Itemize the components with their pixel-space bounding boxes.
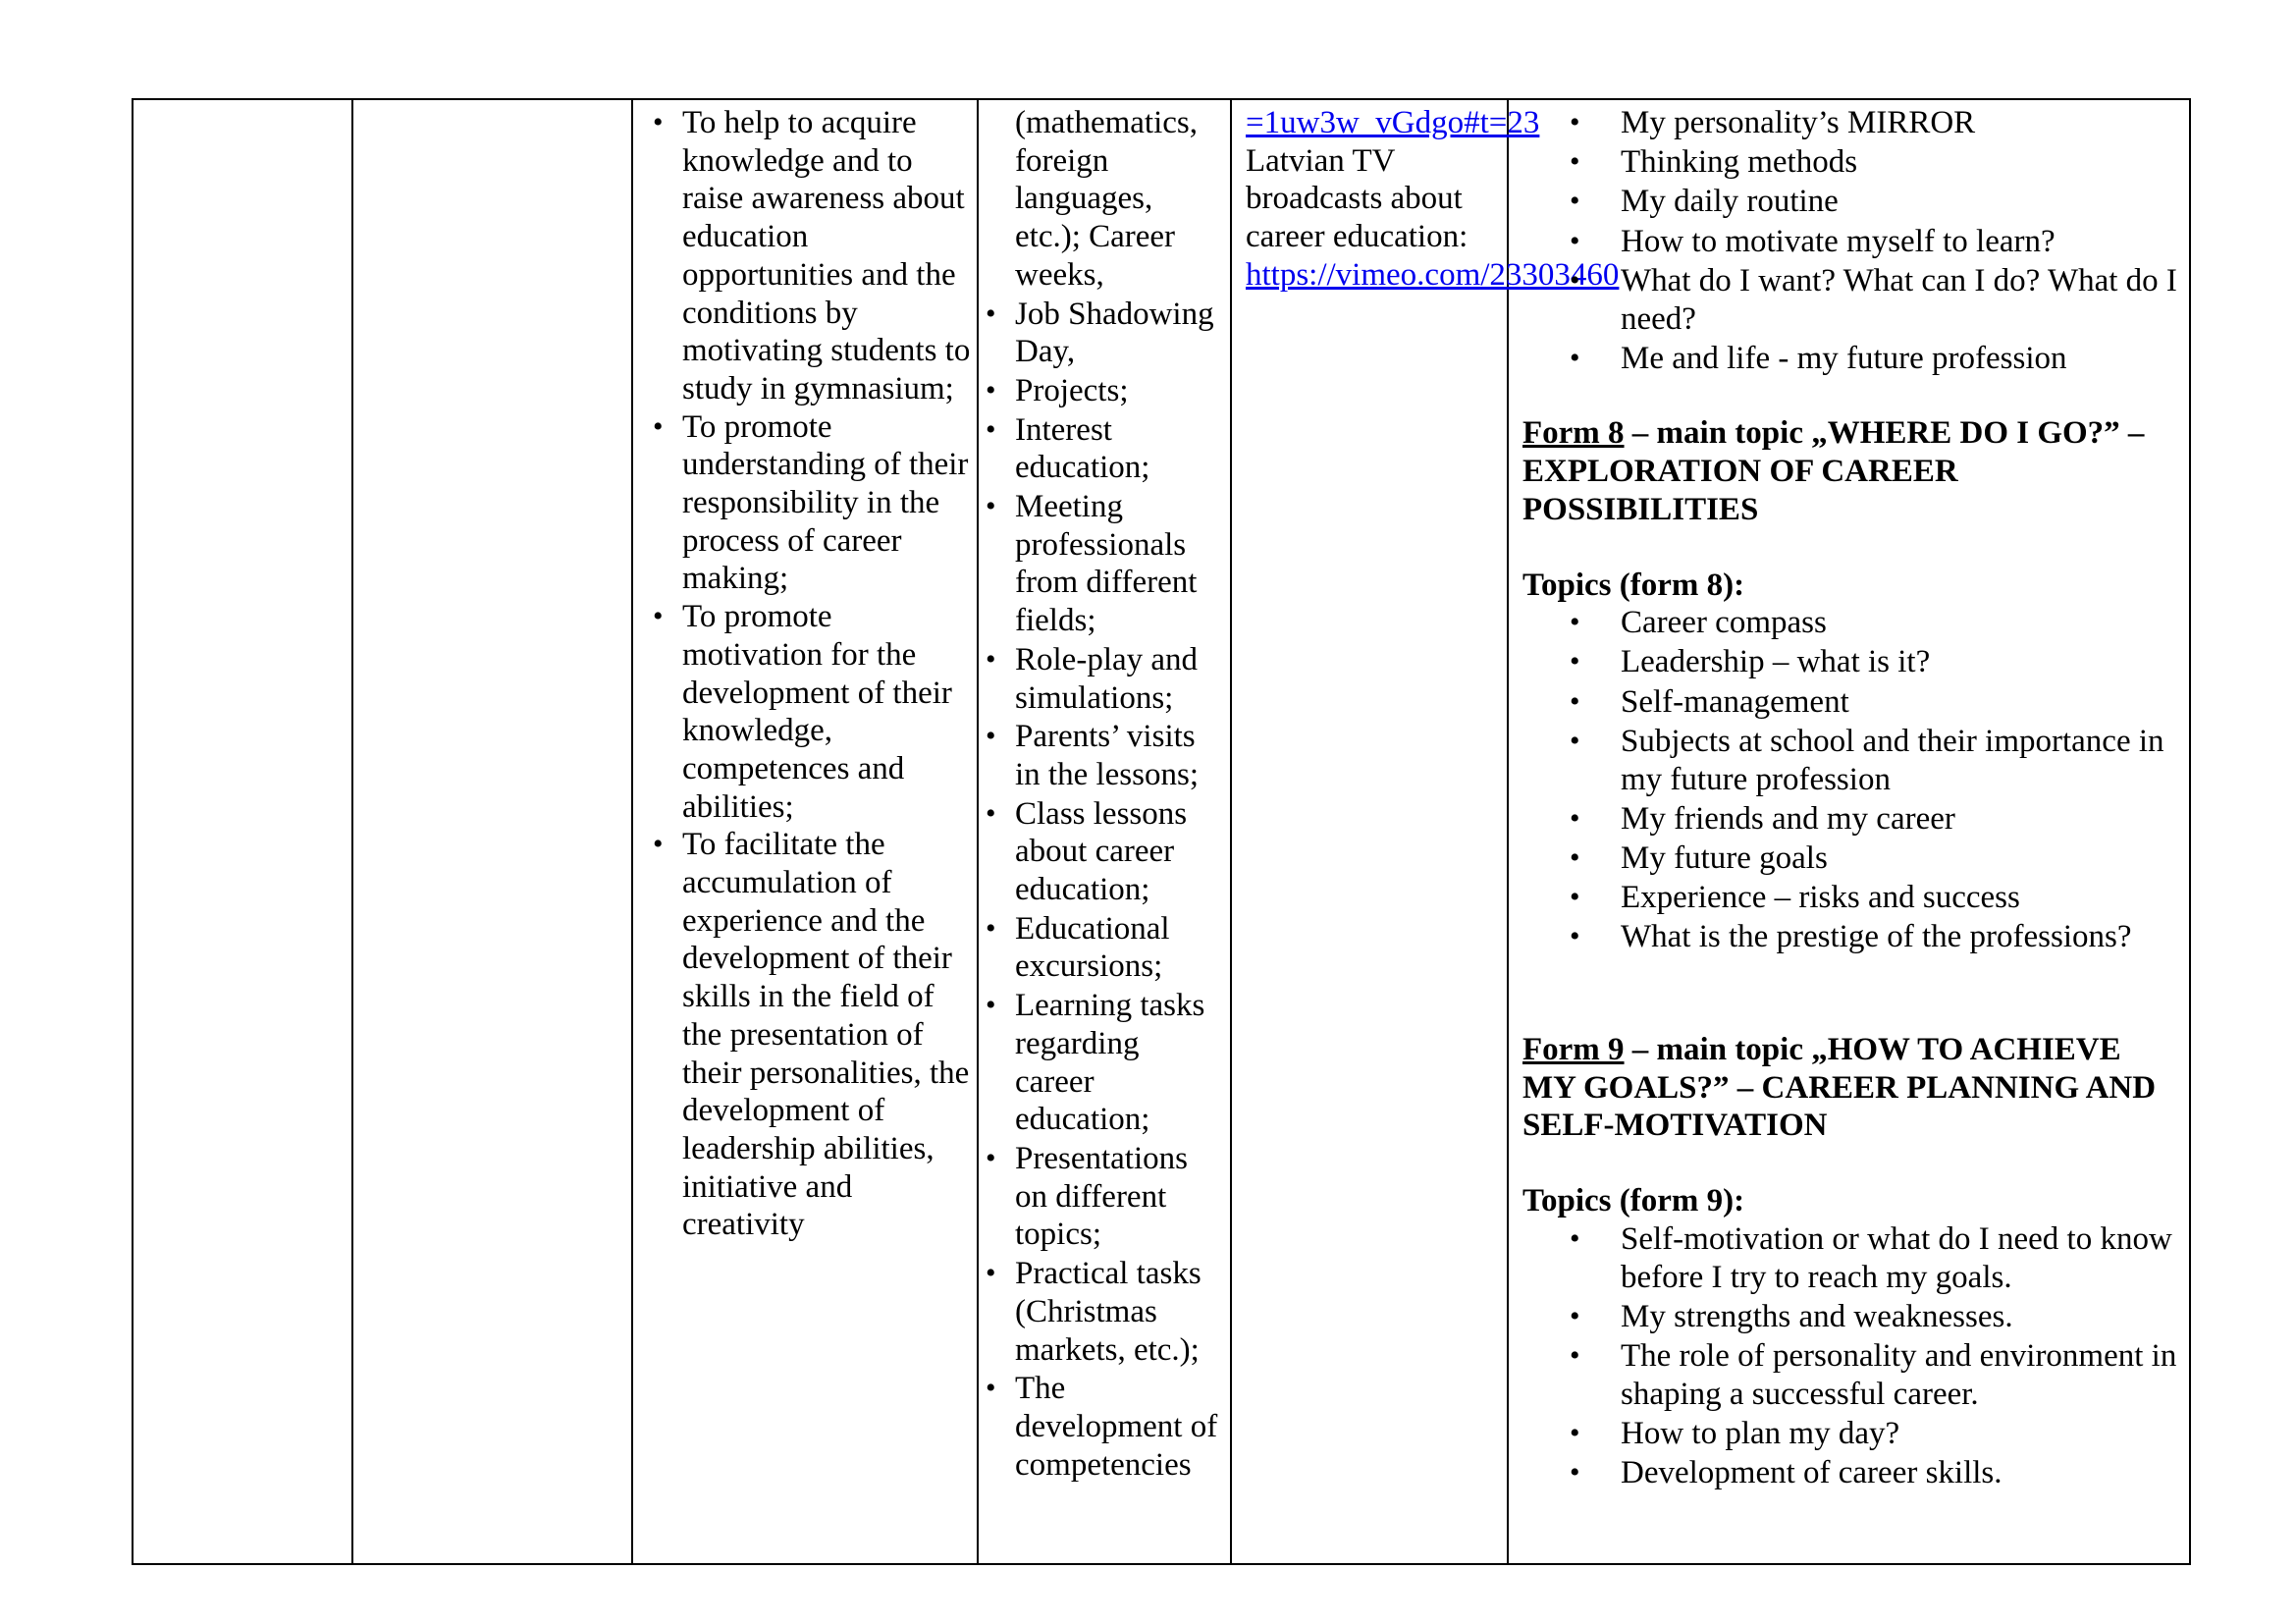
list-item: • Educational excursions; xyxy=(1015,910,1226,986)
list-item: • How to plan my day? xyxy=(1621,1415,2181,1453)
activities-cell xyxy=(978,99,1231,1564)
list-item: • My friends and my career xyxy=(1621,800,2181,839)
list-item: • Development of career skills. xyxy=(1621,1454,2181,1492)
youtube-link[interactable]: =1uw3w_vGdgo#t=23 xyxy=(1246,105,1540,140)
list-item: • Projects; xyxy=(1015,372,1226,410)
list-item: • To promote understanding of their responsibility in the process of career making; xyxy=(682,408,977,599)
list-item: • Interest education; xyxy=(1015,411,1226,487)
list-item: • The role of personality and environment in shaping a successful career. xyxy=(1621,1337,2181,1413)
form8-topics-list xyxy=(1522,604,2181,956)
list-item: • Career compass xyxy=(1621,604,2181,642)
list-item: • Leadership – what is it? xyxy=(1621,643,2181,681)
list-item: • Job Shadowing Day, xyxy=(1015,296,1226,371)
form7-topics-list xyxy=(1522,104,2181,377)
resources-text: Latvian TV broadcasts about career education: xyxy=(1246,142,1468,255)
list-item: • To facilitate the accumulation of experience and the development of their skills in the field of the presentation of their personalities, the development of leadership abilities, initiative and creativity xyxy=(682,826,977,1244)
vimeo-link[interactable]: https://vimeo.com/23303460 xyxy=(1246,256,1620,293)
list-item: • Class lessons about career education; xyxy=(1015,795,1226,909)
activities-list xyxy=(1015,296,1226,1485)
topics-cell xyxy=(1508,99,2190,1564)
list-item: • Me and life - my future profession xyxy=(1621,340,2181,378)
form8-heading xyxy=(1522,414,2181,528)
list-item: • To help to acquire knowledge and to raise awareness about education opportunities and the conditions by motivating students to study in gymnasium; xyxy=(682,104,977,408)
form9-heading xyxy=(1522,1031,2181,1145)
form9-label: Form 9 xyxy=(1522,1032,1625,1068)
list-item: • Presentations on different topics; xyxy=(1015,1140,1226,1254)
activities-continuation: (mathematics, foreign languages, etc.); Career weeks, xyxy=(1015,105,1199,293)
empty-cell-1 xyxy=(133,99,352,1564)
form9-topics-list xyxy=(1522,1220,2181,1492)
list-item: • What is the prestige of the professions? xyxy=(1621,918,2181,956)
form8-label: Form 8 xyxy=(1522,415,1625,452)
list-item: • Learning tasks regarding career education; xyxy=(1015,987,1226,1139)
list-item: • What do I want? What can I do? What do I need? xyxy=(1621,262,2181,338)
list-item: • To promote motivation for the development of their knowledge, competences and abilities; xyxy=(682,598,977,826)
form9-heading-text: – main topic „HOW TO ACHIEVE MY GOALS?” – CAREER PLANNING AND SELF-MOTIVATION xyxy=(1522,1032,2157,1144)
career-education-table xyxy=(132,98,2191,1565)
list-item: • Self-management xyxy=(1621,683,2181,722)
objectives-cell xyxy=(632,99,978,1564)
list-item: • Meeting professionals from different fields; xyxy=(1015,488,1226,640)
objectives-list xyxy=(682,104,977,1244)
list-item: • My strengths and weaknesses. xyxy=(1621,1298,2181,1336)
list-item: • My future goals xyxy=(1621,839,2181,878)
form8-heading-text: – main topic „WHERE DO I GO?” – EXPLORATION OF CAREER POSSIBILITIES xyxy=(1522,415,2145,527)
list-item: • How to motivate myself to learn? xyxy=(1621,223,2181,261)
list-item: • Self-motivation or what do I need to know before I try to reach my goals. xyxy=(1621,1220,2181,1296)
list-item: • Subjects at school and their importance in my future profession xyxy=(1621,723,2181,798)
table-row xyxy=(133,99,2190,1564)
list-item: • My daily routine xyxy=(1621,183,2181,221)
empty-cell-2 xyxy=(352,99,632,1564)
form8-topics-label: Topics (form 8): xyxy=(1522,567,1745,603)
list-item: • Parents’ visits in the lessons; xyxy=(1015,718,1226,793)
form9-topics-label: Topics (form 9): xyxy=(1522,1183,1745,1219)
list-item: • Thinking methods xyxy=(1621,143,2181,182)
list-item: • Experience – risks and success xyxy=(1621,879,2181,917)
list-item: • Practical tasks (Christmas markets, etc.); xyxy=(1015,1255,1226,1369)
list-item: • Role-play and simulations; xyxy=(1015,641,1226,717)
list-item: • The development of competencies xyxy=(1015,1370,1226,1484)
list-item: • My personality’s MIRROR xyxy=(1621,104,2181,142)
